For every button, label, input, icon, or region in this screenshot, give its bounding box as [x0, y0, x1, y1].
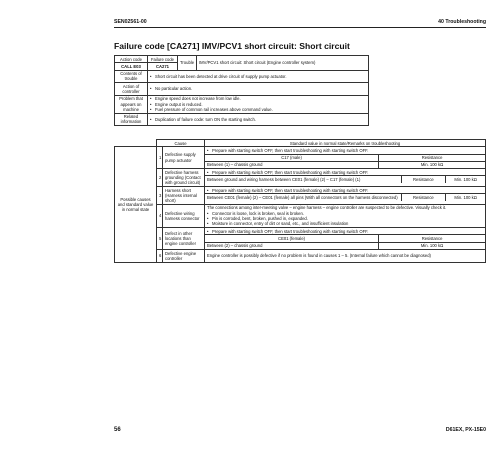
measure-value: Min. 100 kΩ — [379, 242, 485, 249]
measure-value: Min. 100 kΩ — [379, 161, 485, 168]
cause-number: 3 — [157, 187, 163, 205]
problem-cell — [148, 95, 369, 113]
failure-code-label: Failure code — [148, 56, 178, 63]
failure-info-table — [114, 55, 369, 126]
failure-code-value: CA271 — [148, 63, 178, 70]
cause-detail — [205, 187, 486, 205]
prep-note: • Prepare with starting switch OFF, then start troubleshooting with starting switch OFF. — [207, 229, 483, 234]
cause-detail — [205, 147, 486, 169]
problem-label: Problem that appears on machine — [115, 95, 148, 113]
cause-text: Defective supply pump actuator — [163, 147, 205, 169]
col-head: Resistance — [401, 176, 446, 183]
col-head: C17 (male) — [205, 154, 379, 161]
measure-value: Min. 100 kΩ — [446, 176, 485, 183]
action-label: Action of controller — [115, 83, 148, 96]
contents-text: • Short circuit has been detected at drive circuit of supply pump actuator. — [150, 74, 366, 79]
page-title: Failure code [CA271] IMV/PCV1 short circuit: Short circuit — [114, 41, 350, 51]
cause-text: Defect in other locations than engine controller — [163, 228, 205, 250]
action-cell — [148, 83, 369, 96]
prep-note: • Prepare with starting switch OFF, then start troubleshooting with starting switch OFF. — [207, 148, 483, 153]
check-item: • Pin is corroded, bent, broken, pushed in, expanded. — [207, 216, 483, 221]
cause-detail — [205, 228, 486, 250]
col-head: CE01 (female) — [205, 235, 379, 242]
causes-table — [114, 139, 486, 263]
col-head: Resistance — [379, 235, 485, 242]
action-code-label: Action code — [115, 56, 148, 63]
section-title: 40 Troubleshooting — [438, 19, 486, 25]
check-intro: The connections among inter-meeting valve – engine harness – engine controller are suspected to be defective. Visually check it. — [207, 205, 447, 211]
page-footer — [114, 427, 486, 437]
cause-detail — [205, 204, 486, 227]
action-code-value: CALL E03 — [115, 63, 148, 70]
related-cell — [148, 113, 369, 126]
cause-text: Harness short (Harness internal short) — [163, 187, 205, 205]
measure-point: Between (1) – chassis ground — [205, 161, 379, 168]
page-number: 56 — [114, 427, 121, 433]
cause-number: 2 — [157, 169, 163, 187]
cause-head: Cause — [157, 140, 205, 147]
standard-head: Standard value in normal state/Remarks on troubleshooting — [205, 140, 486, 147]
cause-number: 1 — [157, 147, 163, 169]
prep-note: • Prepare with starting switch OFF, then start troubleshooting with starting switch OFF. — [207, 188, 483, 193]
action-text: • No particular action. — [150, 86, 366, 91]
cause-detail: Engine controller is possibly defective if no problem is found in causes 1 – 5. (Internal failure which cannot be diagnosed) — [205, 250, 486, 263]
causes-group-label: Possible causes and standard value in normal state — [115, 147, 157, 262]
cause-number: 5 — [157, 228, 163, 250]
cause-number: 4 — [157, 204, 163, 227]
problem-item: • Engine speed does not increase from low idle. — [150, 96, 366, 101]
header-divider — [114, 27, 486, 28]
problem-item: • Engine output is reduced. — [150, 102, 366, 107]
measure-point: Between CE01 (female) (2) – CE01 (female) all pins (With all connectors on the harness disconnected) — [205, 194, 401, 201]
doc-number: SEN02561-00 — [114, 19, 147, 25]
contents-cell — [148, 70, 369, 83]
contents-label: Contents of trouble — [115, 70, 148, 83]
related-text: • Duplication of failure code: turn ON the starting switch. — [150, 117, 366, 122]
col-head: Resistance — [379, 154, 485, 161]
cause-detail — [205, 169, 486, 187]
check-item: • Moisture in connector, entry of dirt or sand, etc., and insufficient insulation — [207, 221, 483, 226]
model-name: D61EX, PX-15E0 — [445, 427, 486, 433]
prep-note: • Prepare with starting switch OFF, then start troubleshooting with starting switch OFF. — [207, 170, 483, 175]
related-label: Related information — [115, 113, 148, 126]
measure-point: Between ground and wiring harness between CE01 (female) (2) – C17 (female) (1) — [205, 176, 401, 183]
cause-text: Defective harness grounding (Contact with ground circuit) — [163, 169, 205, 187]
cause-text: Defective engine controller — [163, 250, 205, 263]
measure-point: Between (2) – chassis ground — [205, 242, 379, 249]
check-item: • Connector is loose, lock is broken, seal is broken. — [207, 211, 483, 216]
trouble-text: IMV/PCV1 short circuit: Short circuit (Engine controller system) — [197, 56, 369, 71]
cause-text: Defective wiring harness connector — [163, 204, 205, 227]
trouble-label: Trouble — [178, 56, 197, 71]
problem-item: • Fuel pressure of common rail increases above command value. — [150, 107, 366, 112]
measure-value: Min. 100 kΩ — [446, 194, 485, 201]
col-head: Resistance — [401, 194, 446, 201]
cause-number: 6 — [157, 250, 163, 263]
